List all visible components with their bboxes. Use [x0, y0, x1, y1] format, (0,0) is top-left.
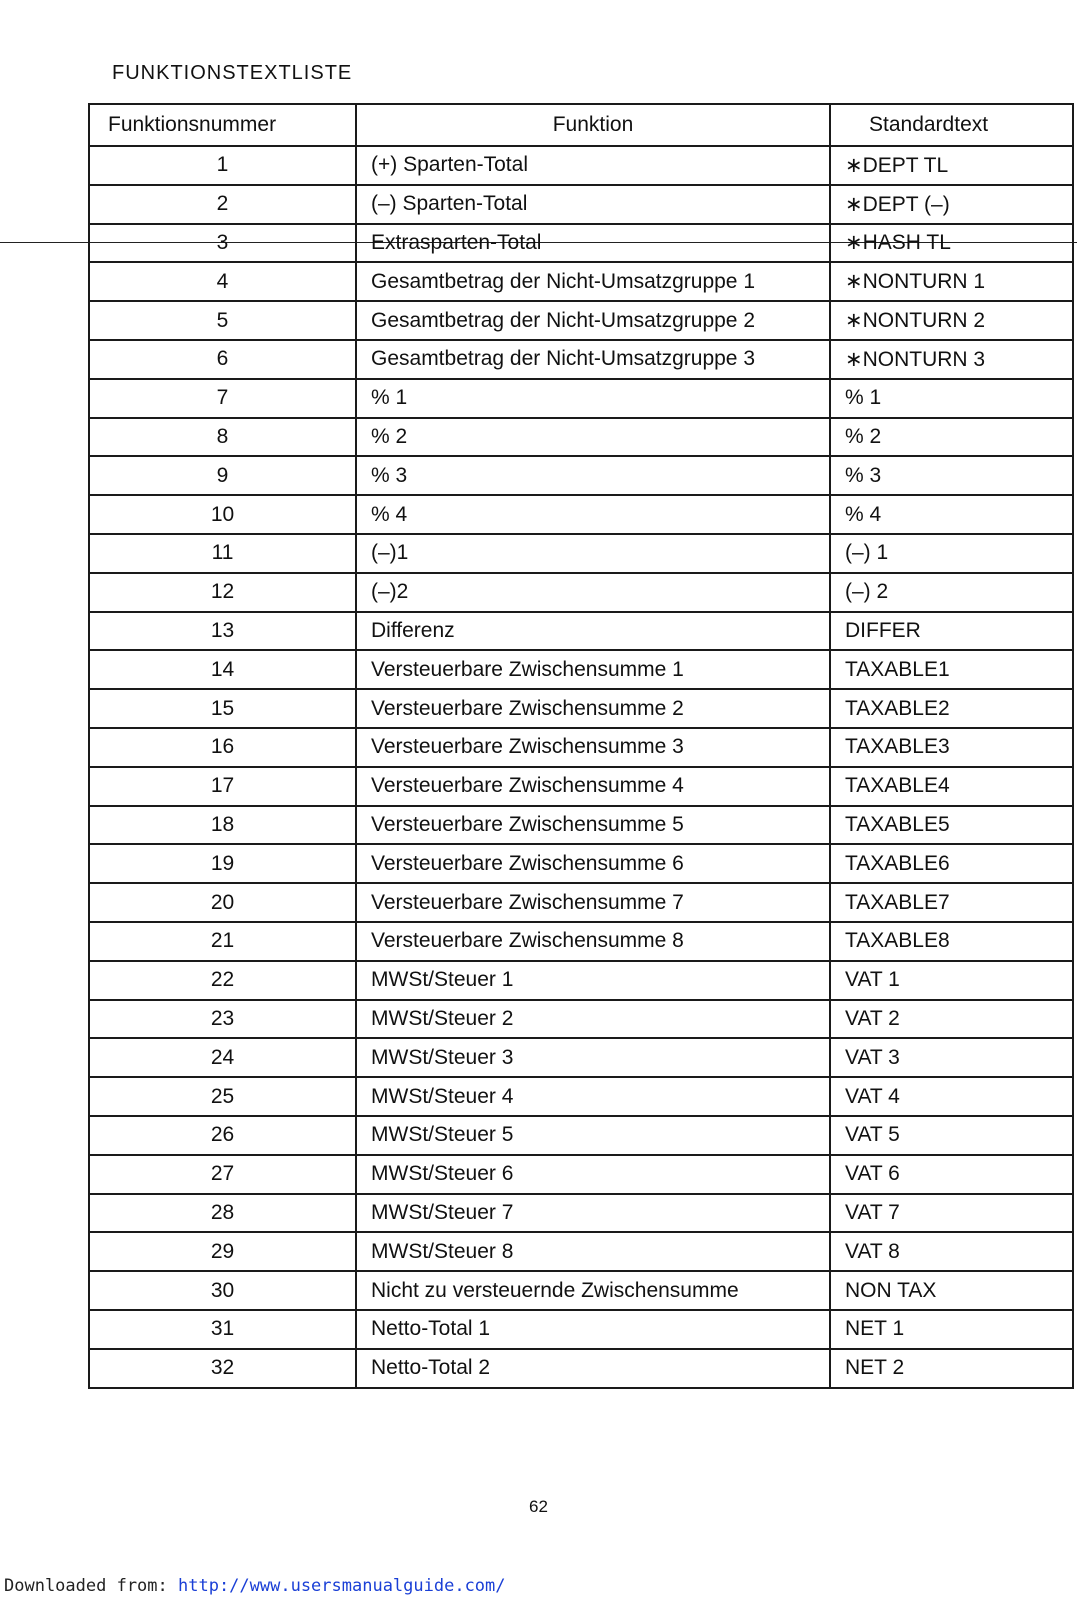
function-cell: Versteuerbare Zwischensumme 4 — [356, 767, 830, 806]
table-row — [89, 573, 1073, 612]
standard-text-cell: VAT 8 — [830, 1232, 1073, 1271]
function-cell: % 2 — [356, 418, 830, 457]
table-row — [89, 1038, 1073, 1077]
table-row — [89, 1000, 1073, 1039]
standard-text-cell: ∗DEPT TL — [830, 146, 1073, 185]
function-number-cell: 16 — [89, 728, 356, 767]
table-row — [89, 844, 1073, 883]
function-cell: MWSt/Steuer 5 — [356, 1116, 830, 1155]
table-row — [89, 1310, 1073, 1349]
function-cell: Gesamtbetrag der Nicht-Umsatzgruppe 3 — [356, 340, 830, 379]
standard-text-cell: NET 1 — [830, 1310, 1073, 1349]
header-standard-text: Standardtext — [830, 104, 1073, 146]
standard-text-cell: TAXABLE2 — [830, 689, 1073, 728]
function-number-cell: 32 — [89, 1349, 356, 1388]
function-number-cell: 19 — [89, 844, 356, 883]
table-row — [89, 185, 1073, 224]
function-cell: MWSt/Steuer 4 — [356, 1077, 830, 1116]
function-number-cell: 23 — [89, 1000, 356, 1039]
function-number-cell: 3 — [89, 224, 356, 263]
standard-text-cell: TAXABLE3 — [830, 728, 1073, 767]
footer-link[interactable]: http://www.usersmanualguide.com/ — [178, 1576, 506, 1596]
function-cell: MWSt/Steuer 3 — [356, 1038, 830, 1077]
table-row — [89, 1116, 1073, 1155]
function-cell: Netto-Total 1 — [356, 1310, 830, 1349]
function-number-cell: 20 — [89, 883, 356, 922]
table-row — [89, 1077, 1073, 1116]
standard-text-cell: ∗NONTURN 1 — [830, 262, 1073, 301]
function-number-cell: 4 — [89, 262, 356, 301]
function-cell: MWSt/Steuer 8 — [356, 1232, 830, 1271]
standard-text-cell: VAT 3 — [830, 1038, 1073, 1077]
table-row — [89, 767, 1073, 806]
table-row — [89, 728, 1073, 767]
table-row — [89, 961, 1073, 1000]
function-number-cell: 24 — [89, 1038, 356, 1077]
table-row — [89, 1232, 1073, 1271]
standard-text-cell: ∗DEPT (–) — [830, 185, 1073, 224]
table-row — [89, 340, 1073, 379]
standard-text-cell: VAT 6 — [830, 1155, 1073, 1194]
standard-text-cell: TAXABLE1 — [830, 650, 1073, 689]
function-number-cell: 28 — [89, 1194, 356, 1233]
function-cell: Versteuerbare Zwischensumme 8 — [356, 922, 830, 961]
function-cell: Differenz — [356, 612, 830, 651]
function-number-cell: 29 — [89, 1232, 356, 1271]
standard-text-cell: % 4 — [830, 495, 1073, 534]
page-number: 62 — [529, 1497, 548, 1516]
function-cell: (+) Sparten-Total — [356, 146, 830, 185]
function-number-cell: 15 — [89, 689, 356, 728]
header-function: Funktion — [356, 104, 830, 146]
function-cell: (–)2 — [356, 573, 830, 612]
function-number-cell: 6 — [89, 340, 356, 379]
function-cell: % 1 — [356, 379, 830, 418]
standard-text-cell: ∗NONTURN 3 — [830, 340, 1073, 379]
function-cell: Versteuerbare Zwischensumme 1 — [356, 650, 830, 689]
table-row — [89, 379, 1073, 418]
standard-text-cell: NON TAX — [830, 1271, 1073, 1310]
function-cell: Versteuerbare Zwischensumme 3 — [356, 728, 830, 767]
function-cell: Extrasparten-Total — [356, 224, 830, 263]
function-number-cell: 26 — [89, 1116, 356, 1155]
function-number-cell: 17 — [89, 767, 356, 806]
function-number-cell: 30 — [89, 1271, 356, 1310]
table-row — [89, 262, 1073, 301]
function-cell: Versteuerbare Zwischensumme 6 — [356, 844, 830, 883]
table-row — [89, 1155, 1073, 1194]
function-number-cell: 12 — [89, 573, 356, 612]
standard-text-cell: NET 2 — [830, 1349, 1073, 1388]
function-cell: (–) Sparten-Total — [356, 185, 830, 224]
download-footer — [4, 1576, 506, 1596]
table-row — [89, 495, 1073, 534]
function-number-cell: 10 — [89, 495, 356, 534]
function-number-cell: 2 — [89, 185, 356, 224]
function-number-cell: 11 — [89, 534, 356, 573]
function-number-cell: 8 — [89, 418, 356, 457]
standard-text-cell: TAXABLE6 — [830, 844, 1073, 883]
function-cell: Versteuerbare Zwischensumme 5 — [356, 806, 830, 845]
table-row — [89, 650, 1073, 689]
standard-text-cell: TAXABLE5 — [830, 806, 1073, 845]
function-number-cell: 31 — [89, 1310, 356, 1349]
function-cell: MWSt/Steuer 7 — [356, 1194, 830, 1233]
table-row — [89, 146, 1073, 185]
table-row — [89, 1271, 1073, 1310]
table-row — [89, 456, 1073, 495]
standard-text-cell: % 2 — [830, 418, 1073, 457]
function-number-cell: 1 — [89, 146, 356, 185]
standard-text-cell: VAT 5 — [830, 1116, 1073, 1155]
standard-text-cell: % 3 — [830, 456, 1073, 495]
table-row — [89, 806, 1073, 845]
table-row — [89, 1349, 1073, 1388]
function-cell: MWSt/Steuer 1 — [356, 961, 830, 1000]
standard-text-cell: TAXABLE7 — [830, 883, 1073, 922]
function-cell: MWSt/Steuer 2 — [356, 1000, 830, 1039]
table-header-row — [89, 104, 1073, 146]
standard-text-cell: (–) 1 — [830, 534, 1073, 573]
function-cell: MWSt/Steuer 6 — [356, 1155, 830, 1194]
table-row — [89, 224, 1073, 263]
table-row — [89, 922, 1073, 961]
standard-text-cell: DIFFER — [830, 612, 1073, 651]
standard-text-cell: TAXABLE4 — [830, 767, 1073, 806]
function-cell: Netto-Total 2 — [356, 1349, 830, 1388]
function-number-cell: 25 — [89, 1077, 356, 1116]
function-cell: % 4 — [356, 495, 830, 534]
function-number-cell: 5 — [89, 301, 356, 340]
standard-text-cell: (–) 2 — [830, 573, 1073, 612]
standard-text-cell: ∗NONTURN 2 — [830, 301, 1073, 340]
table-row — [89, 534, 1073, 573]
function-number-cell: 13 — [89, 612, 356, 651]
table-row — [89, 689, 1073, 728]
function-cell: % 3 — [356, 456, 830, 495]
function-cell: (–)1 — [356, 534, 830, 573]
table-row — [89, 883, 1073, 922]
standard-text-cell: VAT 2 — [830, 1000, 1073, 1039]
function-number-cell: 14 — [89, 650, 356, 689]
function-number-cell: 22 — [89, 961, 356, 1000]
function-number-cell: 9 — [89, 456, 356, 495]
standard-text-cell: % 1 — [830, 379, 1073, 418]
function-number-cell: 21 — [89, 922, 356, 961]
standard-text-cell: VAT 4 — [830, 1077, 1073, 1116]
function-number-cell: 27 — [89, 1155, 356, 1194]
function-number-cell: 18 — [89, 806, 356, 845]
function-cell: Versteuerbare Zwischensumme 7 — [356, 883, 830, 922]
standard-text-cell: VAT 1 — [830, 961, 1073, 1000]
footer-prefix: Downloaded from: — [4, 1576, 178, 1596]
standard-text-cell: TAXABLE8 — [830, 922, 1073, 961]
standard-text-cell: ∗HASH TL — [830, 224, 1073, 263]
header-function-number: Funktionsnummer — [89, 104, 356, 146]
table-row — [89, 418, 1073, 457]
table-row — [89, 301, 1073, 340]
function-text-table — [88, 103, 1074, 1389]
standard-text-cell: VAT 7 — [830, 1194, 1073, 1233]
function-cell: Versteuerbare Zwischensumme 2 — [356, 689, 830, 728]
function-cell: Gesamtbetrag der Nicht-Umsatzgruppe 1 — [356, 262, 830, 301]
function-number-cell: 7 — [89, 379, 356, 418]
page-title: FUNKTIONSTEXTLISTE — [112, 62, 353, 84]
function-cell: Nicht zu versteuernde Zwischensumme — [356, 1271, 830, 1310]
table-row — [89, 1194, 1073, 1233]
table-row — [89, 612, 1073, 651]
function-cell: Gesamtbetrag der Nicht-Umsatzgruppe 2 — [356, 301, 830, 340]
